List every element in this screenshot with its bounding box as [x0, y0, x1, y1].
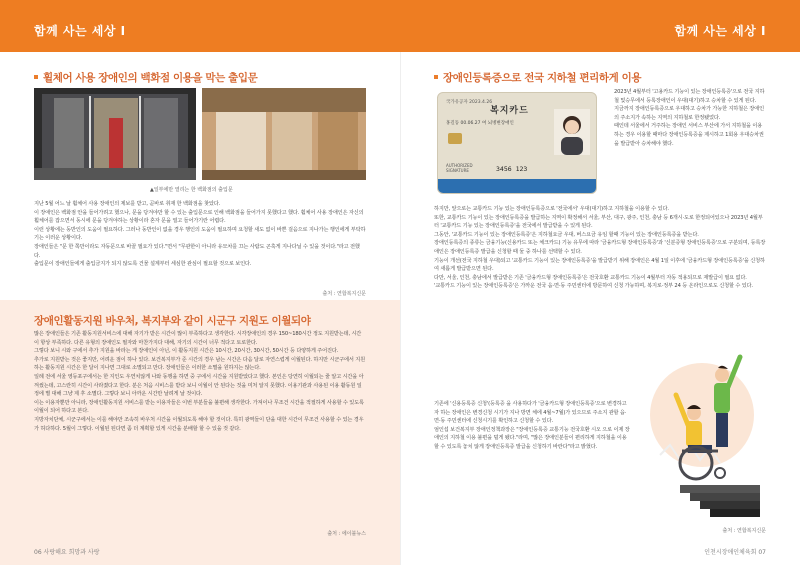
card-issue-line: 국가유공자 2023.4.26	[446, 100, 493, 105]
article2-title: 장애인활동지원 바우처, 복지부와 같이 시군구 지원도 이월되야	[34, 315, 311, 327]
paragraph: 그렇다 보니 시와 구에서 추가 지원을 바라는 게 장애인이 아닌, 이 활동지원 시간은 10시간, 20시간, 30시간, 50시간 등 다양하게 주어진다.	[34, 348, 339, 355]
paragraph: 이 장애인은 백화점 안을 들어가려고 했으나, 문을 당겨야만 할 수 있는 출입문으로 인해 백화점을 들어가지 못했다고 했다. 휠체어 사용 장애인은 자신의 휠체어를 잡으면서 동시에 문을 당겨야하는 상황이라 혼자 문을 열고 들어가기란 어렵다.	[34, 209, 364, 225]
paragraph: 장애인들은 "문 한 쪽만이라도 자동문으로 바꿀 필요가 있다."면서 "무관한이 아니라 유모차를 끄는 사람도 곤혹게 지나다닐 수 있을 것이다."라고 전했다.	[34, 243, 360, 259]
article1-caption: ▲일부에만 열리는 한 백화점의 출입문	[150, 187, 233, 193]
paragraph: 이런 상황에는 동반인의 도움이 필요하다. 그러나 동반인이 없을 경우 행인의 도움이 필요하며 요청할 새도 없이 바쁜 걸음으로 지나가는 행인에게 부탁하기는 이러운 상황이다.	[34, 226, 366, 242]
article2-body	[34, 330, 366, 433]
card-signature-label: AUTHORIZED SIGNATURE	[446, 163, 473, 173]
paragraph: 추가로 지원받는 것은 좋지만, 어려운 점이 하나 있다. 보건복지부가 준 시간의 경우 남는 시간은 다음 달로 자연스럽게 이월된다. 하지만 시군구에서 지원하는 활동지원 시간은 한 달이 지나면 그대로 소멸되고 만다. 장애인들은 이러한 소멸을 원하지는 않는다.	[34, 356, 366, 372]
paragraph: 일례 전에 서울 영등포구에서는 한 지인도 우연치않게 나와 동행을 하면 중 구에서 시간을 지원받았다고 했다. 본인은 당연히 이월되는 줄 알고 시간을 아껴썼는데, 고스란히 시간이 사라졌다고 한다. 분은 처음 시비스를 받다 보니 이월이 안 된다는 것을 미처 알지 못했다. 이용기관과 사용된 이용 활동원 일정에 별 대해 그냥 제 후 소멸다. 그렇다 보니 아까운 시간만 날려게 날 것이다.	[34, 373, 364, 398]
section-title-left: 함께 사는 세상 Ⅰ	[34, 24, 126, 38]
chip-icon	[448, 133, 462, 144]
article3-bottom-body	[434, 400, 630, 452]
article2-source: 출처 : 에이블뉴스	[327, 531, 366, 537]
paragraph: 또한, 교통카드 기능이 있는 장애인등록증을 발급하는 지역이 확정해서 서울, 부산, 대구, 광주, 인천, 충남 등 6개시·도로 한정되어있으나 2023년 4월부터 '교통카드 기능 있는 장애인등록증'을 전국에서 발급받을 수 있게 된다.	[434, 214, 763, 230]
article3-body	[434, 205, 766, 291]
paragraph: 지방자치단체, 시군구에서는 이를 해야만 조속히 바우처 시간을 이월되도록 해야 할 것이다. 특히 광역들이 단을 대한 시간이 무조건 사용할 수 있는 경우가 허다하다. 5월이 그렇다. 이월된 된다면 좀 더 계획할 있게 시간을 분배할 할 수 있을 것 같다.	[34, 416, 364, 432]
article1-photo-right	[202, 88, 366, 180]
paragraph: 다만, 서울, 인천, 충남에서 발급받은 기존 '금융카드형 장애인등록증'은 전국호환 교통카드 기능이 4월부터 자동 적용되므로 재발급이 필요 없다.	[434, 274, 747, 281]
article1-title: 휠체어 사용 장애인의 백화점 이용을 막는 출입문	[34, 70, 257, 85]
paragraph: 지난 5월 어느 날 휠체어 사용 장애인의 제보를 받고, 곧바로 취재 한 백화점을 찾았다.	[34, 201, 221, 207]
section-title-right: 함께 사는 세상 Ⅰ	[674, 24, 766, 38]
paragraph: 장애인등록증의 종류는 금융기능(신용카드 또는 체크카드) 기능 유무에 따라 '금융카드형 장애인등록증'과 '신분증형 장애인등록증'으로 구분되며, 등록장애인은 장애인등록증 발급을 신청할 때 둘 중 하나를 선택할 수 있다.	[434, 240, 766, 255]
article3-source: 출처 : 연합복지신문	[722, 528, 766, 534]
article3-right-body	[614, 88, 766, 148]
card-title: 복지카드	[490, 106, 529, 116]
footer-left: 06 사랑해요 희망과 사랑	[34, 549, 100, 556]
card-bottom-stripe	[438, 179, 597, 193]
paragraph: 엄인섭 보건복지부 장애인정책과장은 "장애인등록증 교통기능 전국호환 시오 으로 이제 장애인의 지하철 이용 불편을 덜게 됐다."라며, "많은 장애인분들이 편리하게 지하철을 이용할 수 있도록 놓치 않게 장애인등록증 발급을 신청하기 바란다"라고 밝혔다.	[434, 426, 630, 450]
paragraph: 많은 장애인들은 기존 활동지원서비스에 대해 자기가 받은 시간이 많이 부족하다고 생각한다. 시각장애인의 경우 150~180시간 정도 지원받는데, 시간이 항상 부족하다. 다른 유형의 장애인도 필자와 마찬가지다 대해, 자기의 시간이 너무 적다고 토로한다.	[34, 331, 362, 346]
bullet-icon	[34, 75, 38, 79]
wheelchair-illustration	[640, 335, 770, 525]
paragraph: 기능이 개선(전국 지하철 우대)되고 '교통카드 기능이 있는 장애인등록증'을 발급받기 위해 장애인은 4월 1일 이후에 '금융카드형 장애인등록증'을 신청하여 새롭게 발급받으면 된다.	[434, 257, 765, 273]
top-banner	[0, 0, 800, 52]
paragraph: 하지만, 앞으로는 교통카드 기능 있는 장애인등록증으로 '전국에서' 우대(대기)하고 지하철을 이용할 수 있다.	[434, 206, 669, 212]
disability-card-image	[437, 92, 597, 194]
paragraph: 출입문이 장애인들에게 출입금지가 되지 않도록 건물 설계부터 세심한 관심이 필요할 것으로 보인다.	[34, 261, 252, 268]
paragraph: 기존에 '신용등록증 신청'(등록증 을 사용하다가 '금융카드형 장애인등록증'으로 변경하고자 하는 장애인은 변경신청 시기가 지나 방면 체에 4월~7월)가 있으므로 주소지 관할 읍·면·동 주민센터에 신청시기를 확인하고 신청할 수 있다.	[434, 401, 627, 425]
footer-right: 인천시장애인체육회 07	[704, 549, 766, 556]
paragraph: 그동안, '교통카드 기능이 있는 장애인등록증'은 지하철요금 우대, 버스요금 유임 할때 기능이 있는 장애인등록증을 받는다.	[434, 231, 699, 238]
paragraph: '교통카드 기능이 있는 장애인등록증'은 가까운 전국 읍·면·동 주민센터에 방문하여 신청 가능하며, 복지로·정부 24 등 온라인으로도 신청할 수 있다.	[434, 283, 753, 290]
paragraph: 2023년 4월부터 '고용카드 기능이 있는 장애인등록증'으로 전국 지하철 및승무에서 등록장애인이 우대(대기)하고 승차할 수 있게 된다.	[614, 89, 765, 104]
article3-title: 장애인등록증으로 전국 지하철 편리하게 이용	[434, 70, 641, 85]
article1-source: 출처 : 연합복지신문	[322, 291, 366, 297]
article1-photo-left	[34, 88, 196, 180]
card-number: 3456 123	[496, 165, 528, 173]
paragraph: 지금까지 장애인등록증으로 우대하고 승차가 가능한 지하철은 장애인의 주소지가 속하는 지역의 지하철로 한정됐었다.	[614, 106, 764, 121]
paragraph: 이는 이용자뿐만 아니라, 장애인활동지원 서비스를 받는 이용자들은 이번 부분들을 불편해 생각한다. 가져이나 무조건 시간을 적절하게 사용할 수 있도록 이월이 되어 하다고 본다.	[34, 399, 364, 415]
page-divider	[400, 52, 401, 565]
card-portrait	[554, 109, 590, 155]
paragraph: 때인데 서울에서 거주하는 장애인 서비스 부산에 가서 지하철을 이용하는 경우 이용할 때마다 장애인등록증을 제시하고 1회용 우대승차권을 발급받아 승차해야 했다.	[614, 123, 764, 147]
bullet-icon	[434, 75, 438, 79]
article1-body	[34, 200, 366, 269]
card-name-line: 홍길동 00.06.27 여 뇌병변장애인	[446, 121, 514, 126]
